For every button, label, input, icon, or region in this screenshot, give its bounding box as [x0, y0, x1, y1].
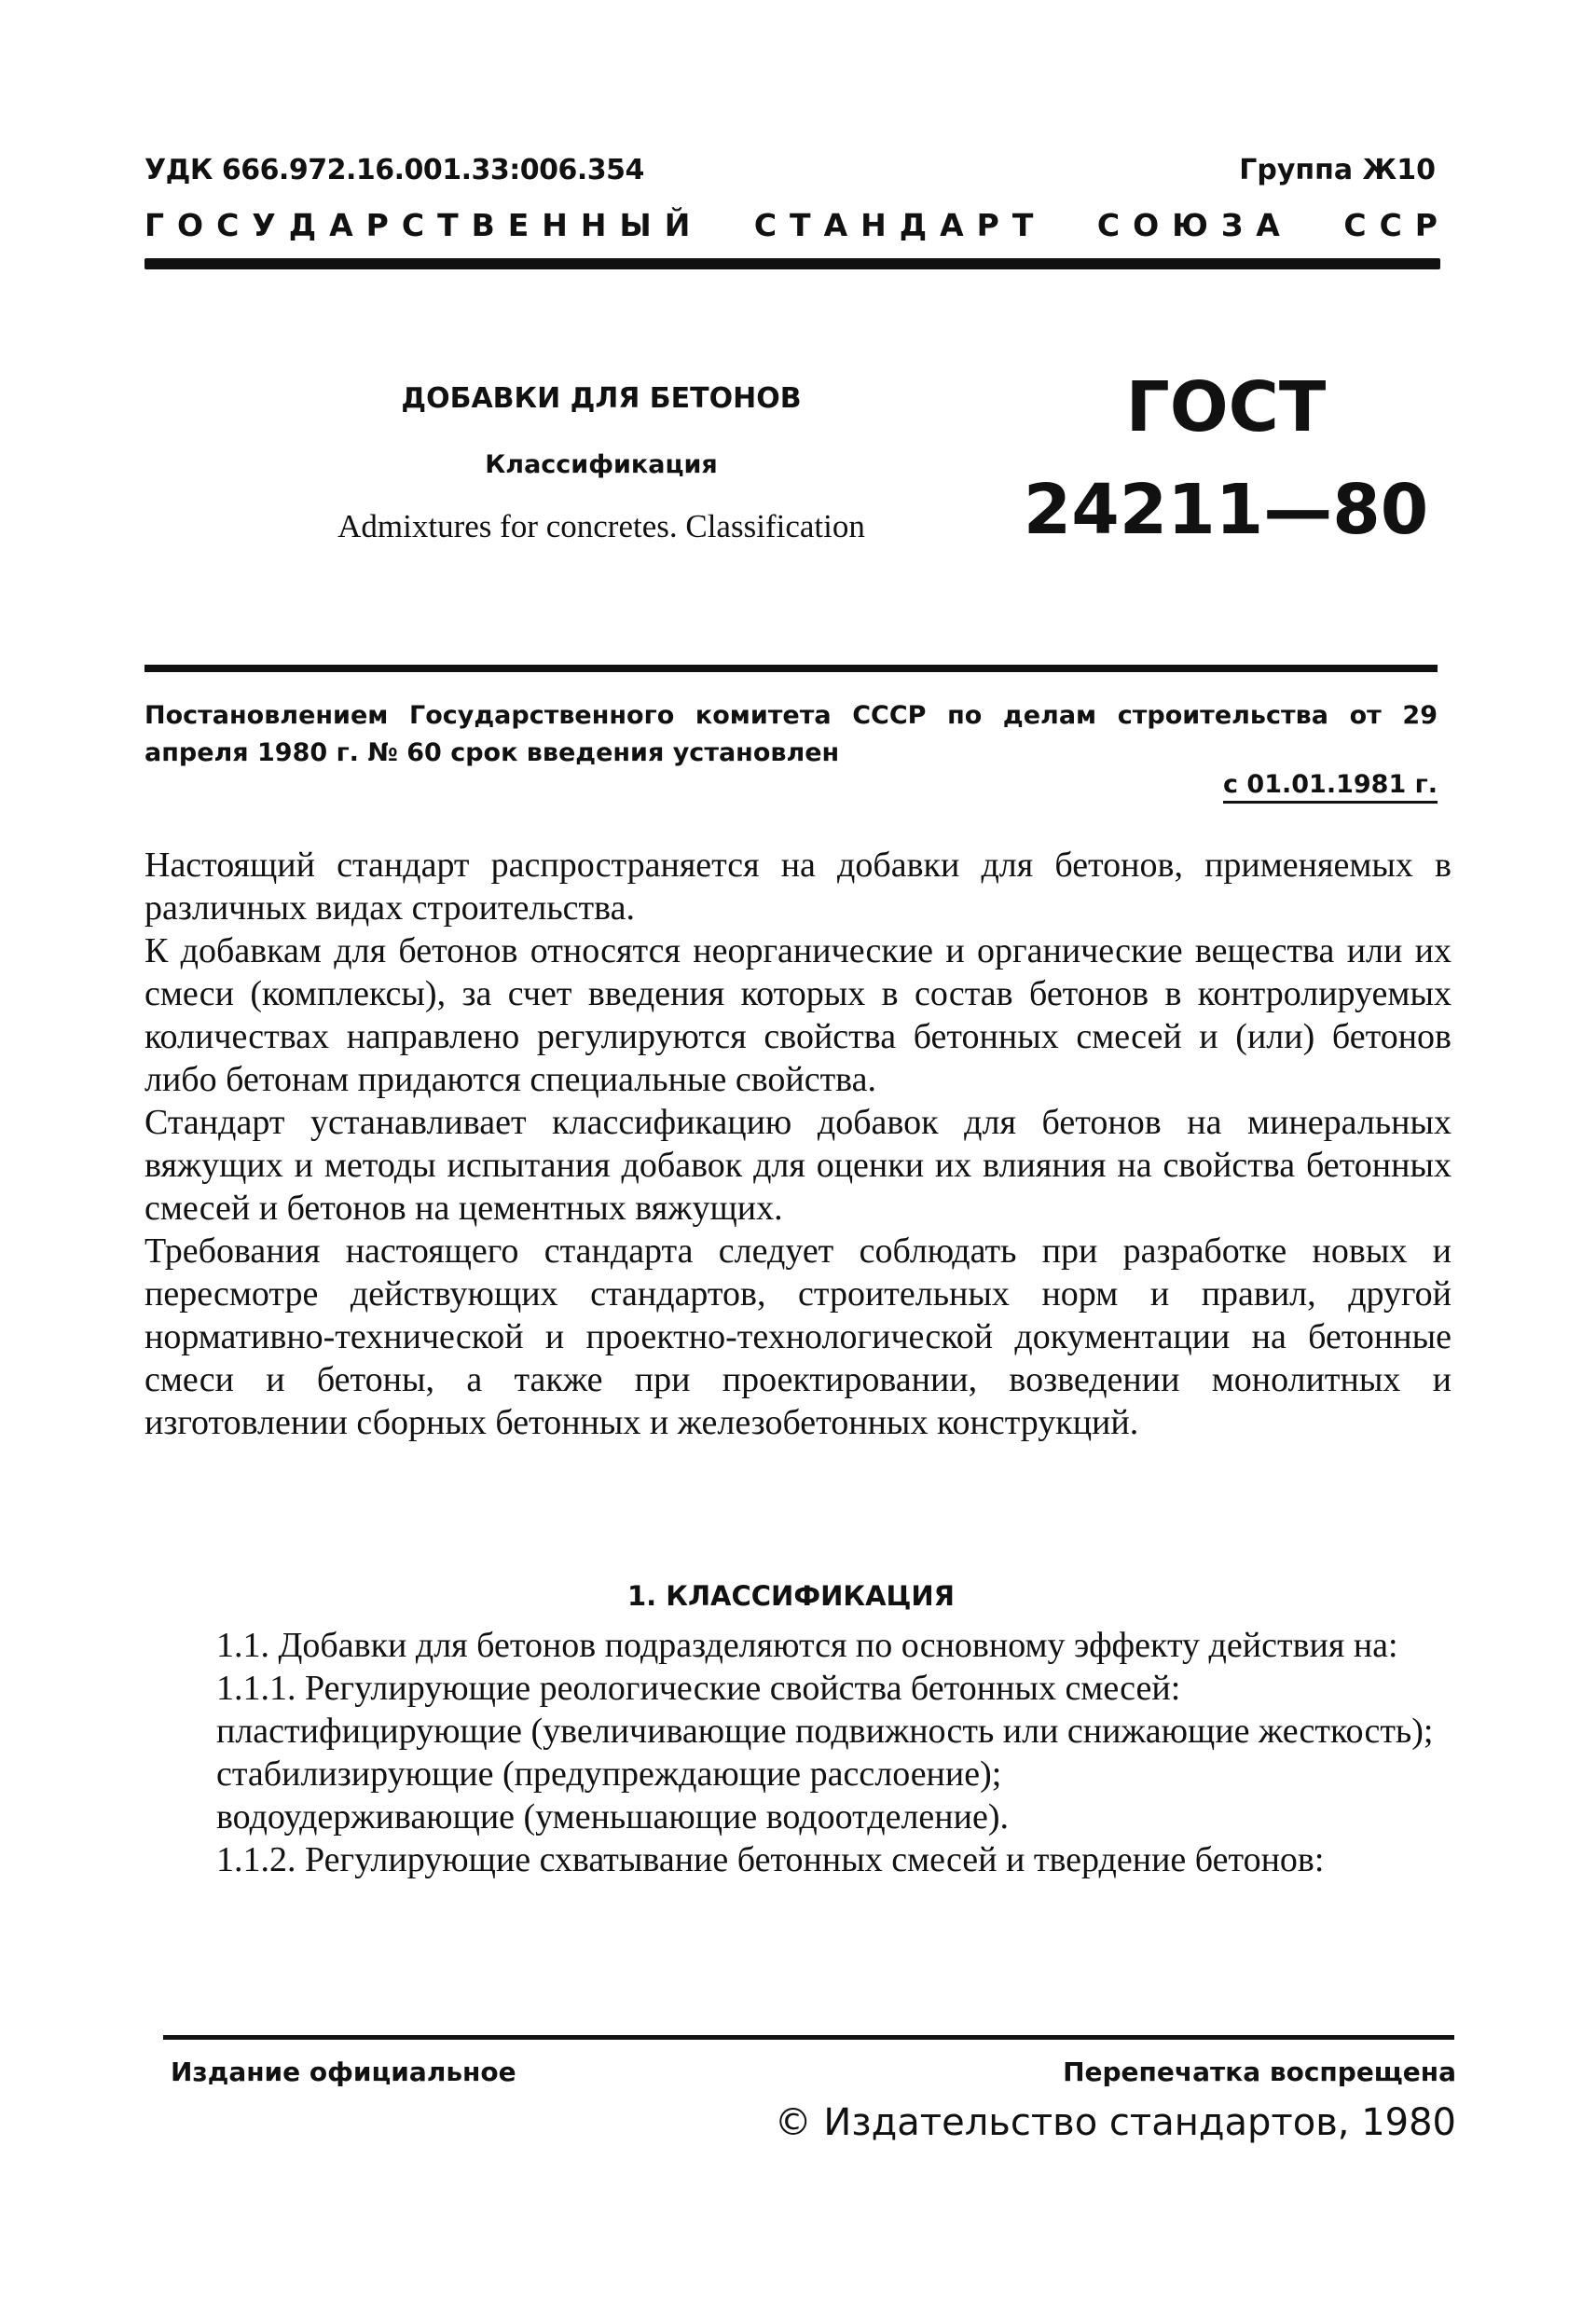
decree-date: с 01.01.1981 г. [1223, 770, 1438, 804]
document-title-en: Admixtures for concretes. Classification [337, 508, 865, 544]
clause-plasticizing: пластифицирующие (увеличивающие подвижность или снижающие жесткость); [216, 1712, 1434, 1751]
body-text [144, 844, 1452, 1444]
paragraph-establishes: Стандарт устанавливает классификацию добавок для бетонов на минеральных вяжущих и методы испытания добавок для оценки их влияния на свойства бетонных смесей и бетонов на цементных вяжущих. [144, 1103, 1452, 1228]
state-standard-heading [144, 207, 1451, 243]
clause-1-1-1: 1.1.1. Регулирующие реологические свойства бетонных смесей: [216, 1669, 1181, 1708]
title-rule [144, 665, 1438, 672]
document-subtitle-ru: Классификация [485, 450, 718, 479]
state-word-4: ССР [1343, 207, 1451, 243]
group-code: Группа Ж10 [1239, 154, 1436, 186]
gost-number: 24211—80 [1023, 470, 1429, 550]
official-edition: Издание официальное [171, 2057, 516, 2087]
reprint-notice: Перепечатка воспрещена [1063, 2057, 1456, 2087]
footer-rule [163, 2035, 1454, 2040]
paragraph-requirements: Требования настоящего стандарта следует соблюдать при разработке новых и пересмотре действующих стандартов, строительных норм и правил, другой нормативно-технической и проектно-технологической документации на бетонные смеси и бетоны, а также при проектировании, возведении монолитных и изготовлении сборных бетонных и железобетонных конструкций. [144, 1231, 1452, 1442]
clauses-block [144, 1624, 1452, 1881]
udk-code: УДК 666.972.16.001.33:006.354 [144, 154, 644, 186]
state-word-2: СТАНДАРТ [753, 207, 1047, 243]
gost-label: ГОСТ [1125, 367, 1327, 447]
section-heading: 1. КЛАССИФИКАЦИЯ [626, 1580, 956, 1612]
decree-text: Постановлением Государственного комитета СССР по делам строительства от 29 апреля 1980 г. № 60 срок введения установлен [144, 701, 1438, 767]
state-word-3: СОЮЗА [1096, 207, 1293, 243]
clause-1-1: 1.1. Добавки для бетонов подразделяются по основному эффекту действия на: [216, 1626, 1398, 1665]
clause-stabilizing: стабилизирующие (предупреждающие расслоение); [216, 1754, 1002, 1794]
header-rule [144, 258, 1440, 269]
copyright-notice: © Издательство стандартов, 1980 [774, 2101, 1456, 2144]
paragraph-scope: Настоящий стандарт распространяется на добавки для бетонов, применяемых в различных видах строительства. [144, 846, 1452, 928]
clause-water-retaining: водоудерживающие (уменьшающие водоотделение). [216, 1797, 1009, 1836]
clause-1-1-2: 1.1.2. Регулирующие схватывание бетонных смесей и твердение бетонов: [216, 1840, 1325, 1879]
paragraph-definition: К добавкам для бетонов относятся неорганические и органические вещества или их смеси (комплексы), за счет введения которых в состав бетонов в контролируемых количествах направлено регулируются свойства бетонных смесей и (или) бетонов либо бетонам придаются специальные свойства. [144, 931, 1452, 1099]
document-title-ru: ДОБАВКИ ДЛЯ БЕТОНОВ [401, 382, 802, 415]
state-word-1: ГОСУДАРСТВЕННЫЙ [144, 207, 704, 243]
